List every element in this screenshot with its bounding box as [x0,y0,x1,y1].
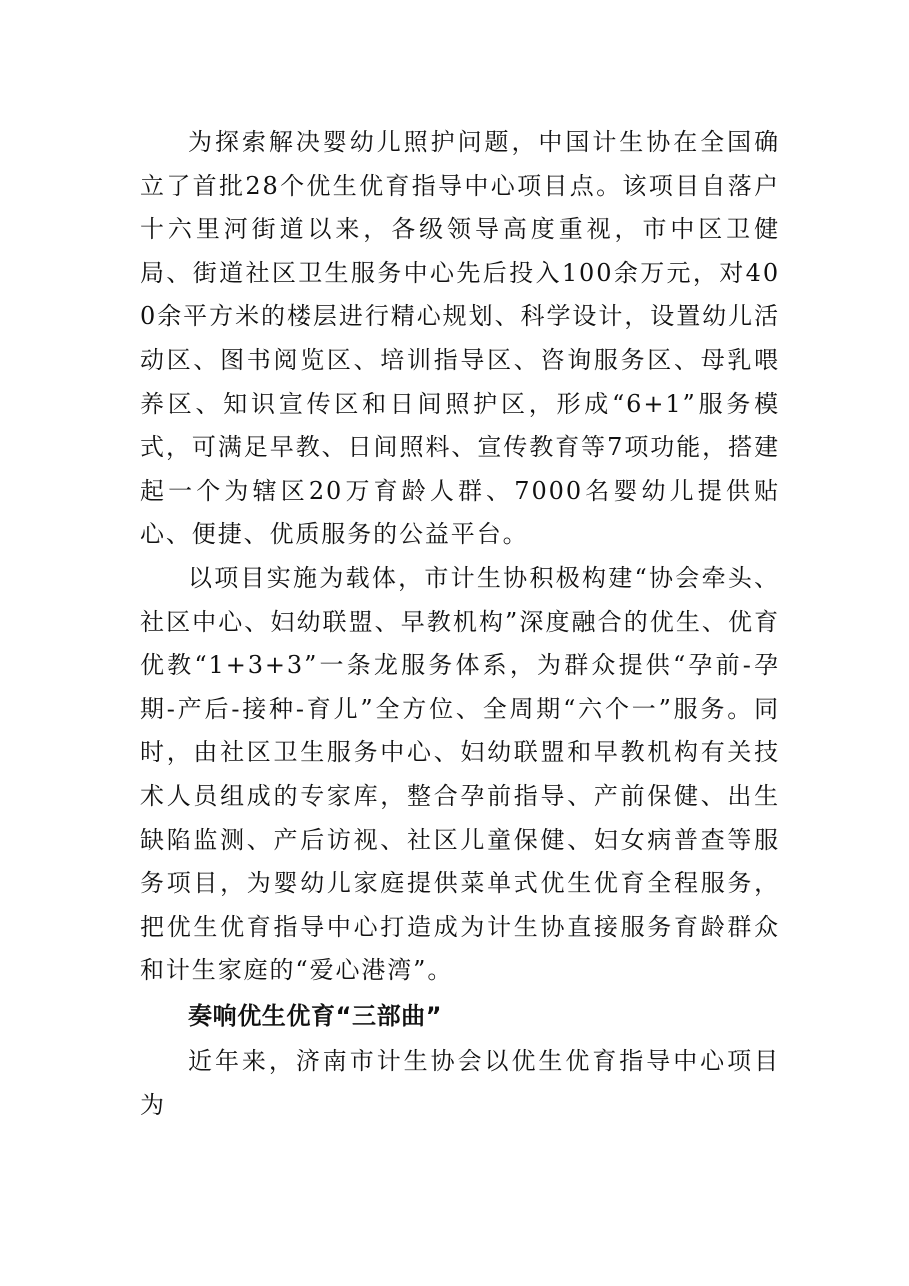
body-paragraph-3: 近年来，济南市计生协会以优生优育指导中心项目为 [140,1047,780,1120]
document-body [140,121,780,1128]
body-paragraph-2: 以项目实施为载体，市计生协积极构建“协会牵头、社区中心、妇幼联盟、早教机构”深度融合的优生、优育优教“1+3+3”一条龙服务体系，为群众提供“孕前-孕期-产后-接种-育儿”全方位、全周期“六个一”服务。同时，由社区卫生服务中心、妇幼联盟和早教机构有关技术人员组成的专家库，整合孕前指导、产前保健、出生缺陷监测、产后访视、社区儿童保健、妇女病普查等服务项目，为婴幼儿家庭提供菜单式优生优育全程服务，把优生优育指导中心打造成为计生协直接服务育龄群众和计生家庭的“爱心港湾”。 [140,563,780,985]
body-paragraph-1: 为探索解决婴幼儿照护问题，中国计生协在全国确立了首批28个优生优育指导中心项目点。该项目自落户十六里河街道以来，各级领导高度重视，市中区卫健局、街道社区卫生服务中心先后投入100余万元，对400余平方米的楼层进行精心规划、科学设计，设置幼儿活动区、图书阅览区、培训指导区、咨询服务区、母乳喂养区、知识宣传区和日间照护区，形成“6+1”服务模式，可满足早教、日间照料、宣传教育等7项功能，搭建起一个为辖区20万育龄人群、7000名婴幼儿提供贴心、便捷、优质服务的公益平台。 [140,128,780,549]
section-heading: 奏响优生优育“三部曲” [188,1001,443,1030]
